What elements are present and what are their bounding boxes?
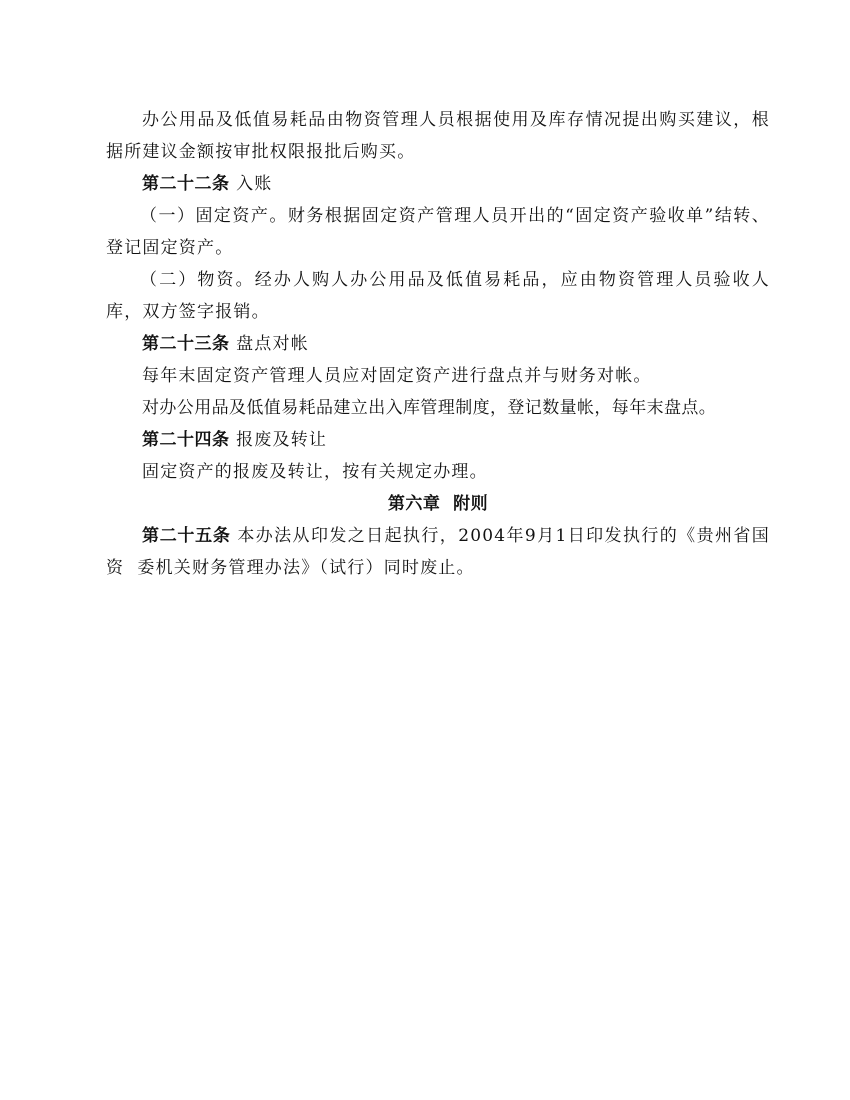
article-22-heading — [106, 168, 770, 200]
chapter-6-title: 第六章 附则 — [387, 494, 489, 514]
paragraph-scrap-transfer: 固定资产的报废及转让，按有关规定办理。 — [142, 462, 488, 482]
paragraph-materials: （二）物资。经办人购人办公用品及低值易耗品，应由物资管理人员验收人库，双方签字报销。 — [106, 270, 770, 322]
article-24-heading — [106, 424, 770, 456]
article-25-paragraph — [106, 520, 770, 584]
article-25-text: 本办法从印发之日起执行，2004年9月1日印发执行的《贵州省国资 委机关财务管理办法》（试行）同时废止。 — [106, 526, 770, 578]
article-24-number: 第二十四条 — [142, 430, 230, 450]
paragraph-purchase: 办公用品及低值易耗品由物资管理人员根据使用及库存情况提出购买建议，根据所建议金额按审批权限报批后购买。 — [106, 110, 770, 162]
paragraph-inventory-system: 对办公用品及低值易耗品建立出入库管理制度，登记数量帐，每年末盘点。 — [142, 398, 717, 418]
article-25-number: 第二十五条 — [142, 526, 231, 546]
article-22-title: 入账 — [236, 174, 273, 194]
article-23-heading — [106, 328, 770, 360]
document-page — [106, 104, 770, 584]
article-24-title: 报废及转让 — [236, 430, 328, 450]
article-23-title: 盘点对帐 — [236, 334, 309, 354]
paragraph-fixed-assets: （一）固定资产。财务根据固定资产管理人员开出的“固定资产验收单”结转、登记固定资产。 — [106, 206, 770, 258]
article-23-number: 第二十三条 — [142, 334, 230, 354]
article-22-number: 第二十二条 — [142, 174, 230, 194]
paragraph-year-end-count: 每年末固定资产管理人员应对固定资产进行盘点并与财务对帐。 — [142, 366, 652, 386]
